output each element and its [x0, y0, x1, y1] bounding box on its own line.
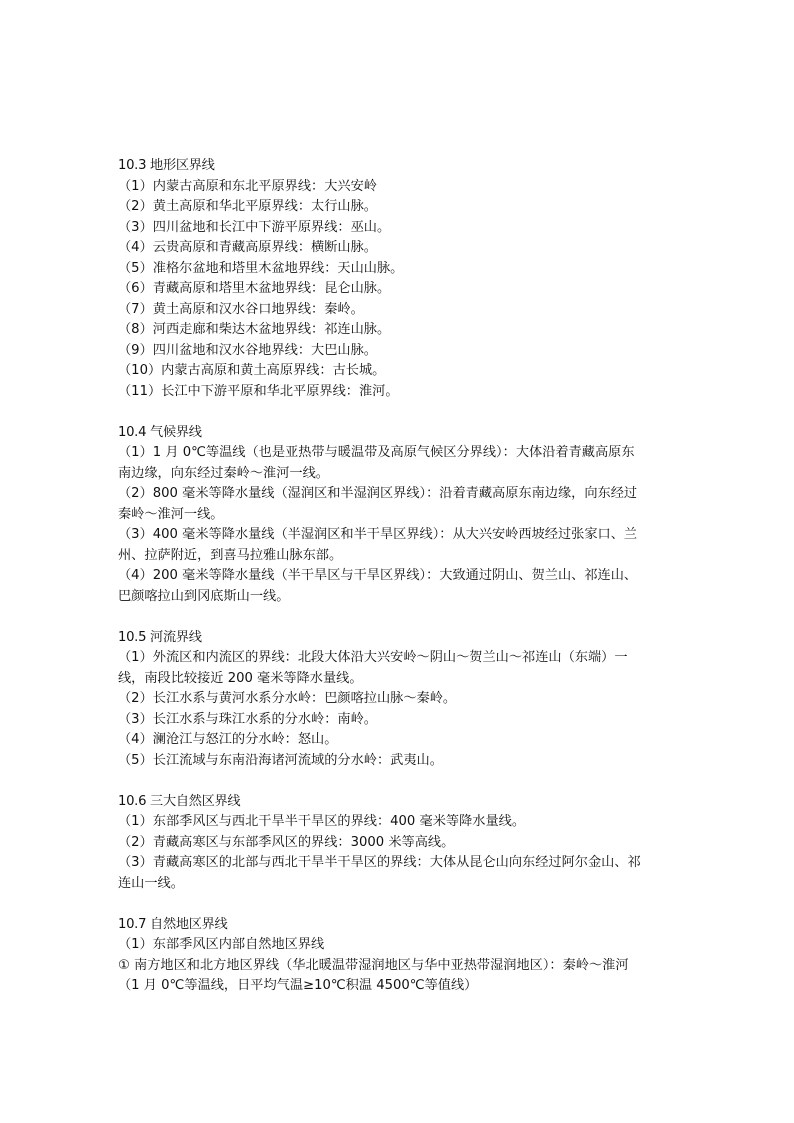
paragraph-line: 巴颜喀拉山到冈底斯山一线。 [118, 588, 290, 604]
paragraph-line: （2）青藏高寒区与东部季风区的界线：3000 米等高线。 [118, 834, 455, 850]
list-item: （11）长江中下游平原和华北平原界线：淮河。 [118, 383, 399, 399]
paragraph-line: （1 月 0℃等温线，日平均气温≥10℃积温 4500℃等值线） [118, 978, 478, 993]
paragraph-line: （1）1 月 0℃等温线（也是亚热带与暖温带及高原气候区分界线）：大体沿着青藏高原东 [118, 445, 635, 460]
section-natural-area-boundaries [118, 915, 678, 997]
section-terrain-boundaries [118, 156, 678, 402]
paragraph-line: （1）东部季风区内部自然地区界线 [118, 937, 325, 952]
paragraph-line: （4）澜沧江与怒江的分水岭：怒山。 [118, 732, 338, 747]
document-page [118, 156, 678, 1017]
section-heading: 10.6 三大自然区界线 [118, 793, 241, 809]
section-heading: 10.5 河流界线 [118, 629, 202, 645]
section-heading: 10.7 自然地区界线 [118, 916, 228, 932]
section-climate-boundaries [118, 423, 678, 608]
list-item: （9）四川盆地和汉水谷地界线：大巴山脉。 [118, 342, 377, 358]
list-item: （7）黄土高原和汉水谷口地界线：秦岭。 [118, 301, 364, 317]
paragraph-line: 连山一线。 [118, 875, 184, 891]
paragraph-line: （3）青藏高寒区的北部与西北干旱半干旱区的界线：大体从昆仑山向东经过阿尔金山、祁 [118, 855, 641, 870]
paragraph-line: 南边缘，向东经过秦岭～淮河一线。 [118, 465, 329, 481]
list-item: （8）河西走廊和柴达木盆地界线：祁连山脉。 [118, 322, 391, 337]
paragraph-line: 线，南段比较接近 200 毫米等降水量线。 [118, 670, 363, 686]
paragraph-line: （1）东部季风区与西北干旱半干旱区的界线：400 毫米等降水量线。 [118, 814, 526, 829]
paragraph-line: ① 南方地区和北方地区界线（华北暖温带湿润地区与华中亚热带湿润地区）：秦岭～淮河 [118, 957, 629, 973]
paragraph-line: 秦岭～淮河一线。 [118, 506, 224, 522]
section-natural-region-boundaries [118, 792, 678, 895]
paragraph-line: （4）200 毫米等降水量线（半干旱区与干旱区界线）：大致通过阴山、贺兰山、祁连山、 [118, 568, 638, 583]
paragraph-line: （2）800 毫米等降水量线（湿润区和半湿润区界线）：沿着青藏高原东南边缘，向东经过 [118, 486, 638, 501]
list-item: （2）黄土高原和华北平原界线：太行山脉。 [118, 199, 377, 214]
paragraph-line: （3）400 毫米等降水量线（半湿润区和半干旱区界线）：从大兴安岭西坡经过张家口、兰 [118, 527, 638, 542]
section-heading: 10.3 地形区界线 [118, 158, 215, 173]
list-item: （10）内蒙古高原和黄土高原界线：古长城。 [118, 363, 386, 378]
list-item: （6）青藏高原和塔里木盆地界线：昆仑山脉。 [118, 281, 391, 296]
section-river-boundaries [118, 628, 678, 772]
paragraph-line: （1）外流区和内流区的界线：北段大体沿大兴安岭～阴山～贺兰山～祁连山（东端）一 [118, 650, 628, 665]
list-item: （1）内蒙古高原和东北平原界线：大兴安岭 [118, 178, 377, 194]
list-item: （3）四川盆地和长江中下游平原界线：巫山。 [118, 219, 391, 235]
paragraph-line: （3）长江水系与珠江水系的分水岭：南岭。 [118, 711, 377, 727]
paragraph-line: 州、拉萨附近，到喜马拉雅山脉东部。 [118, 547, 343, 563]
paragraph-line: （2）长江水系与黄河水系分水岭：巴颜喀拉山脉～秦岭。 [118, 691, 457, 706]
list-item: （4）云贵高原和青藏高原界线：横断山脉。 [118, 240, 377, 255]
list-item: （5）准格尔盆地和塔里木盆地界线：天山山脉。 [118, 260, 404, 276]
section-heading: 10.4 气候界线 [118, 424, 202, 440]
paragraph-line: （5）长江流域与东南沿海诸河流域的分水岭：武夷山。 [118, 752, 443, 768]
